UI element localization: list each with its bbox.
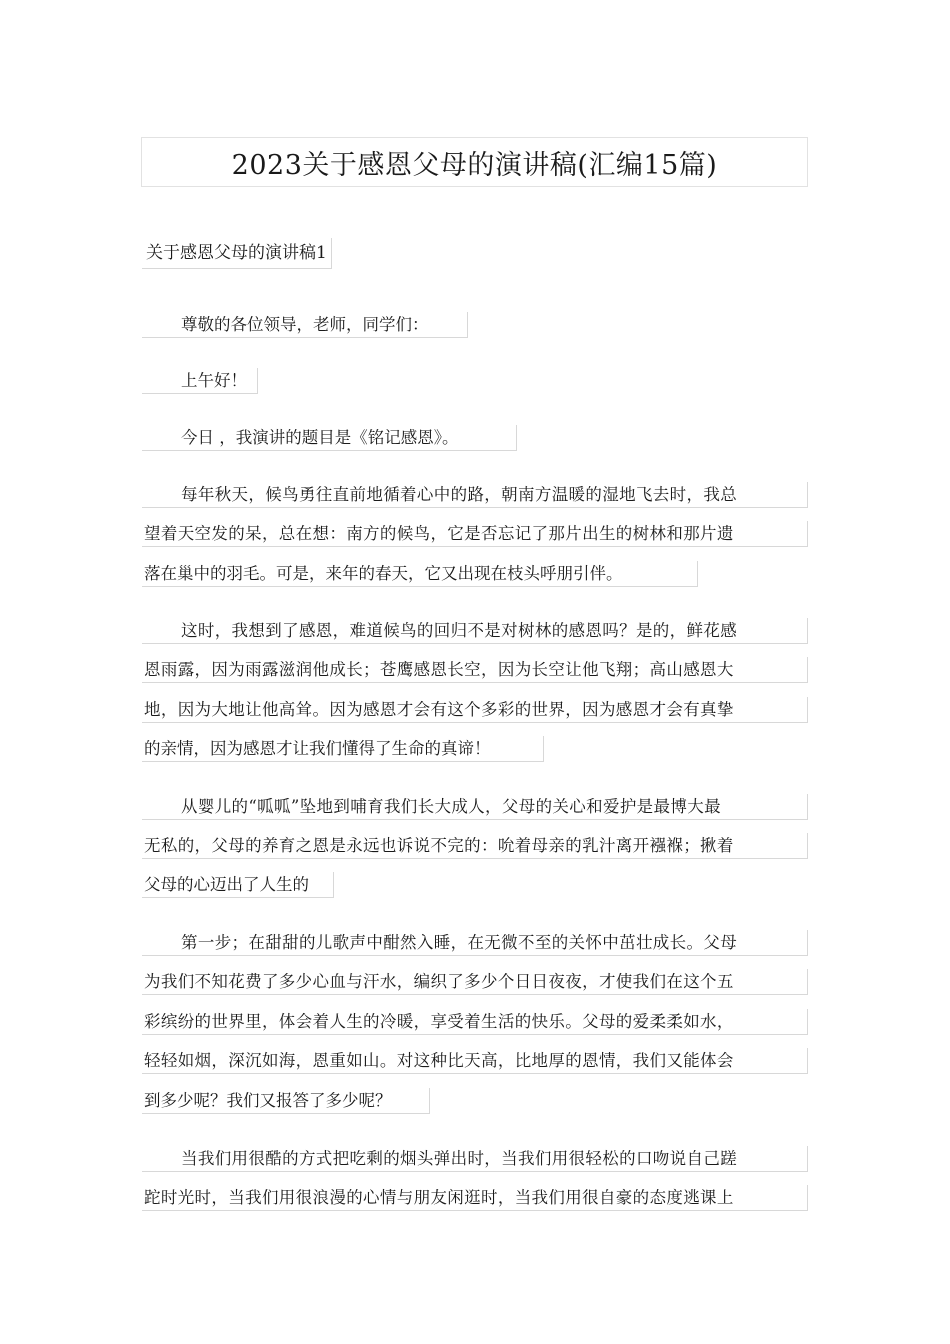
text-line: 上午好！ xyxy=(142,368,258,394)
text-line: 地，因为大地让他高耸。因为感恩才会有这个多彩的世界，因为感恩才会有真挚 xyxy=(142,697,808,723)
text-line: 彩缤纷的世界里，体会着人生的冷暖，享受着生活的快乐。父母的爱柔柔如水， xyxy=(142,1009,808,1035)
text-line: 第一步；在甜甜的儿歌声中酣然入睡，在无微不至的关怀中茁壮成长。父母 xyxy=(142,930,808,956)
text-line: 每年秋天，候鸟勇往直前地循着心中的路，朝南方温暖的湿地飞去时，我总 xyxy=(142,482,808,508)
text-line: 当我们用很酷的方式把吃剩的烟头弹出时，当我们用很轻松的口吻说自己蹉 xyxy=(142,1146,808,1172)
text-line: 的亲情，因为感恩才让我们懂得了生命的真谛！ xyxy=(142,736,544,762)
document-title: 2023关于感恩父母的演讲稿(汇编15篇) xyxy=(141,137,808,187)
text-line: 无私的，父母的养育之恩是永远也诉说不完的：吮着母亲的乳汁离开襁褓；揪着 xyxy=(142,833,808,859)
text-line: 到多少呢？我们又报答了多少呢？ xyxy=(142,1088,430,1114)
text-line: 这时，我想到了感恩，难道候鸟的回归不是对树林的感恩吗？是的，鲜花感 xyxy=(142,618,808,644)
text-line: 望着天空发的呆，总在想：南方的候鸟，它是否忘记了那片出生的树林和那片遗 xyxy=(142,521,808,547)
section-heading: 关于感恩父母的演讲稿1 xyxy=(142,238,332,269)
text-line: 轻轻如烟，深沉如海，恩重如山。对这种比天高，比地厚的恩情，我们又能体会 xyxy=(142,1048,808,1074)
text-line: 尊敬的各位领导，老师，同学们： xyxy=(142,312,468,338)
text-line: 从婴儿的“呱呱”坠地到哺育我们长大成人，父母的关心和爱护是最博大最 xyxy=(142,794,808,820)
text-line: 落在巢中的羽毛。可是，来年的春天，它又出现在枝头呼朋引伴。 xyxy=(142,561,698,587)
text-line: 为我们不知花费了多少心血与汗水，编织了多少个日日夜夜，才使我们在这个五 xyxy=(142,969,808,995)
text-line: 父母的心迈出了人生的 xyxy=(142,872,334,898)
text-line: 恩雨露，因为雨露滋润他成长；苍鹰感恩长空，因为长空让他飞翔；高山感恩大 xyxy=(142,657,808,683)
text-line: 跎时光时，当我们用很浪漫的心情与朋友闲逛时，当我们用很自豪的态度逃课上 xyxy=(142,1185,808,1211)
text-line: 今日 ，我演讲的题目是《铭记感恩》。 xyxy=(142,425,517,451)
